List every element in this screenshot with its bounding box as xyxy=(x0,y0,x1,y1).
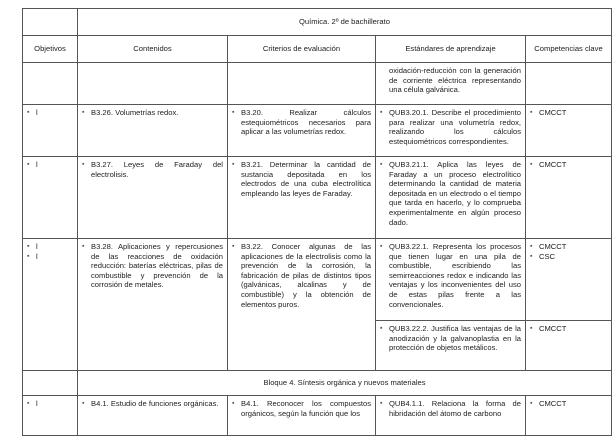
competencia-item: ▪ CMCCT xyxy=(530,160,567,169)
estandar-item: ▪ QUB3.22.1. Representa los procesos que tienen lugar en una pila de combustible, escribiendo las semirreacciones redox e indicando las ventajas y los inconvenientes del uso de estas pilas frente a las convencionales. xyxy=(380,242,521,309)
competencia-item: ▪ CMCCT xyxy=(530,324,567,333)
title-row xyxy=(23,9,612,36)
table-row xyxy=(23,396,612,436)
objetivo-item: ▪ l xyxy=(27,160,38,169)
header-criterios: Criterios de evaluación xyxy=(228,36,376,63)
table-row xyxy=(23,63,612,105)
table-row xyxy=(23,157,612,239)
objetivo-item: ▪ l xyxy=(27,242,38,251)
contenido-item: ▪ B3.27. Leyes de Faraday del electrolisis. xyxy=(82,160,223,179)
competencia-item: ▪ CMCCT xyxy=(530,242,567,251)
objetivo-item: ▪ l xyxy=(27,399,38,408)
header-competencias: Competencias clave xyxy=(526,36,612,63)
curriculum-table xyxy=(22,8,612,436)
criterio-item: ▪ B4.1. Reconocer los compuestos orgánicos, según la función que los xyxy=(232,399,371,418)
header-contenidos: Contenidos xyxy=(78,36,228,63)
continued-standard: oxidación-reducción con la generación de corriente eléctrica representando una célula galvánica. xyxy=(389,66,521,95)
competencia-item: ▪ CMCCT xyxy=(530,399,567,408)
objetivo-item: ▪ l xyxy=(27,251,38,261)
contenido-item: ▪ B3.26. Volumetrías redox. xyxy=(82,108,179,117)
estandar-item: ▪ QUB4.1.1. Relaciona la forma de hibridación del átomo de carbono xyxy=(380,399,521,418)
estandar-item: ▪ QUB3.20.1. Describe el procedimiento para realizar una volumetría redox, realizando los cálculos estequiométricos correspondientes. xyxy=(380,108,521,146)
contenido-item: ▪ B3.28. Aplicaciones y repercusiones de las reacciones de oxidación reducción: baterías eléctricas, pilas de combustible y prevención de la corrosión de metales. xyxy=(82,242,223,290)
header-estandares: Estándares de aprendizaje xyxy=(376,36,526,63)
criterio-item: ▪ B3.22. Conocer algunas de las aplicaciones de la electrolisis como la prevención de la corrosión, la fabricación de pilas de distintos tipos (galvánicas, alcalinas y de combustible) y la obtención de elementos puros. xyxy=(232,242,371,309)
header-objetivos: Objetivos xyxy=(23,36,78,63)
competencia-item: ▪ CMCCT xyxy=(530,108,567,117)
section-title: Bloque 4. Síntesis orgánica y nuevos materiales xyxy=(78,371,612,396)
contenido-item: ▪ B4.1. Estudio de funciones orgánicas. xyxy=(82,399,219,408)
estandar-item: ▪ QUB3.21.1. Aplica las leyes de Faraday a un proceso electrolítico determinando la cantidad de materia depositada en un electrodo o el tiempo que tarda en hacerlo, y lo comprueba experimentalmente en algún proceso dado. xyxy=(380,160,521,227)
criterio-item: ▪ B3.20. Realizar cálculos estequiométricos necesarios para aplicar a las volumetrías redox. xyxy=(232,108,371,137)
section-row xyxy=(23,371,612,396)
table-row xyxy=(23,105,612,157)
header-row xyxy=(23,36,612,63)
estandar-item: ▪ QUB3.22.2. Justifica las ventajas de la anodización y la galvanoplastia en la protección de objetos metálicos. xyxy=(380,324,521,353)
competencia-item: ▪ CSC xyxy=(530,251,556,261)
table-title: Química. 2º de bachillerato xyxy=(78,9,612,36)
title-left-cell xyxy=(23,9,78,36)
criterio-item: ▪ B3.21. Determinar la cantidad de sustancia depositada en los electrodos de una cuba electrolítica empleando las leyes de Faraday. xyxy=(232,160,371,198)
table-row xyxy=(23,239,612,321)
objetivo-item: ▪ l xyxy=(27,108,38,117)
